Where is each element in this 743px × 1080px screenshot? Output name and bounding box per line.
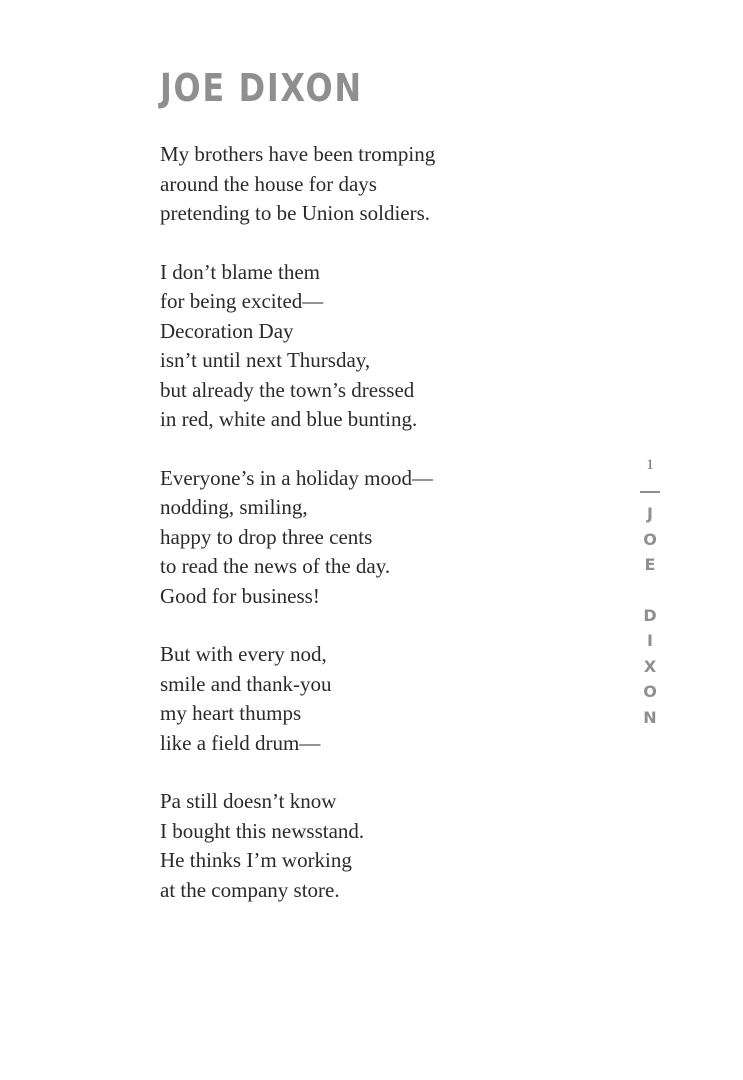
running-head-letter: E	[644, 555, 656, 574]
running-head-letter: O	[643, 682, 657, 701]
stanza	[160, 787, 580, 905]
poem-line: Pa still doesn’t know	[160, 789, 337, 813]
poem-line: smile and thank-you	[160, 671, 332, 696]
stanza	[160, 464, 580, 612]
poem-line: like a field drum—	[160, 730, 321, 755]
running-head-letter: O	[643, 529, 657, 549]
poem-line: I don’t blame them	[160, 259, 320, 284]
poem-line: pretending to be Union soldiers.	[160, 201, 431, 225]
poem-title: JOE DIXON	[160, 66, 363, 110]
poem-line: He thinks I’m working	[160, 848, 352, 872]
running-head	[638, 455, 662, 730]
poem-line: I bought this newsstand.	[160, 818, 365, 843]
running-head-letter: X	[643, 656, 657, 676]
poem-line: Good for business!	[160, 583, 320, 608]
poem-line: Everyone’s in a holiday mood—	[160, 465, 433, 490]
poem-line: But with every nod,	[160, 642, 327, 666]
poem-line: but already the town’s dressed	[160, 377, 415, 402]
divider	[640, 491, 660, 493]
stanza	[160, 258, 580, 435]
running-head-letter: I	[647, 631, 653, 650]
poem-line: Decoration Day	[160, 318, 294, 343]
running-head-letter: D	[643, 605, 657, 625]
poem-line: in red, white and blue bunting.	[160, 407, 418, 431]
poem-line: happy to drop three cents	[160, 524, 373, 549]
word-gap	[638, 578, 662, 603]
poem-line: for being excited—	[160, 289, 324, 313]
poem-line: to read the news of the day.	[160, 554, 391, 578]
poem-line: My brothers have been tromping	[160, 142, 436, 166]
running-head-letter: J	[647, 504, 653, 523]
poem-line: isn’t until next Thursday,	[160, 348, 371, 372]
poem-line: my heart thumps	[160, 701, 302, 725]
stanza	[160, 140, 580, 229]
poem-line: around the house for days	[160, 171, 377, 196]
poem-line: nodding, smiling,	[160, 495, 308, 519]
running-head-letter: N	[643, 707, 657, 727]
poem-line: at the company store.	[160, 877, 340, 902]
poem-body	[160, 140, 580, 934]
page-number: 1	[646, 457, 654, 473]
stanza	[160, 640, 580, 758]
